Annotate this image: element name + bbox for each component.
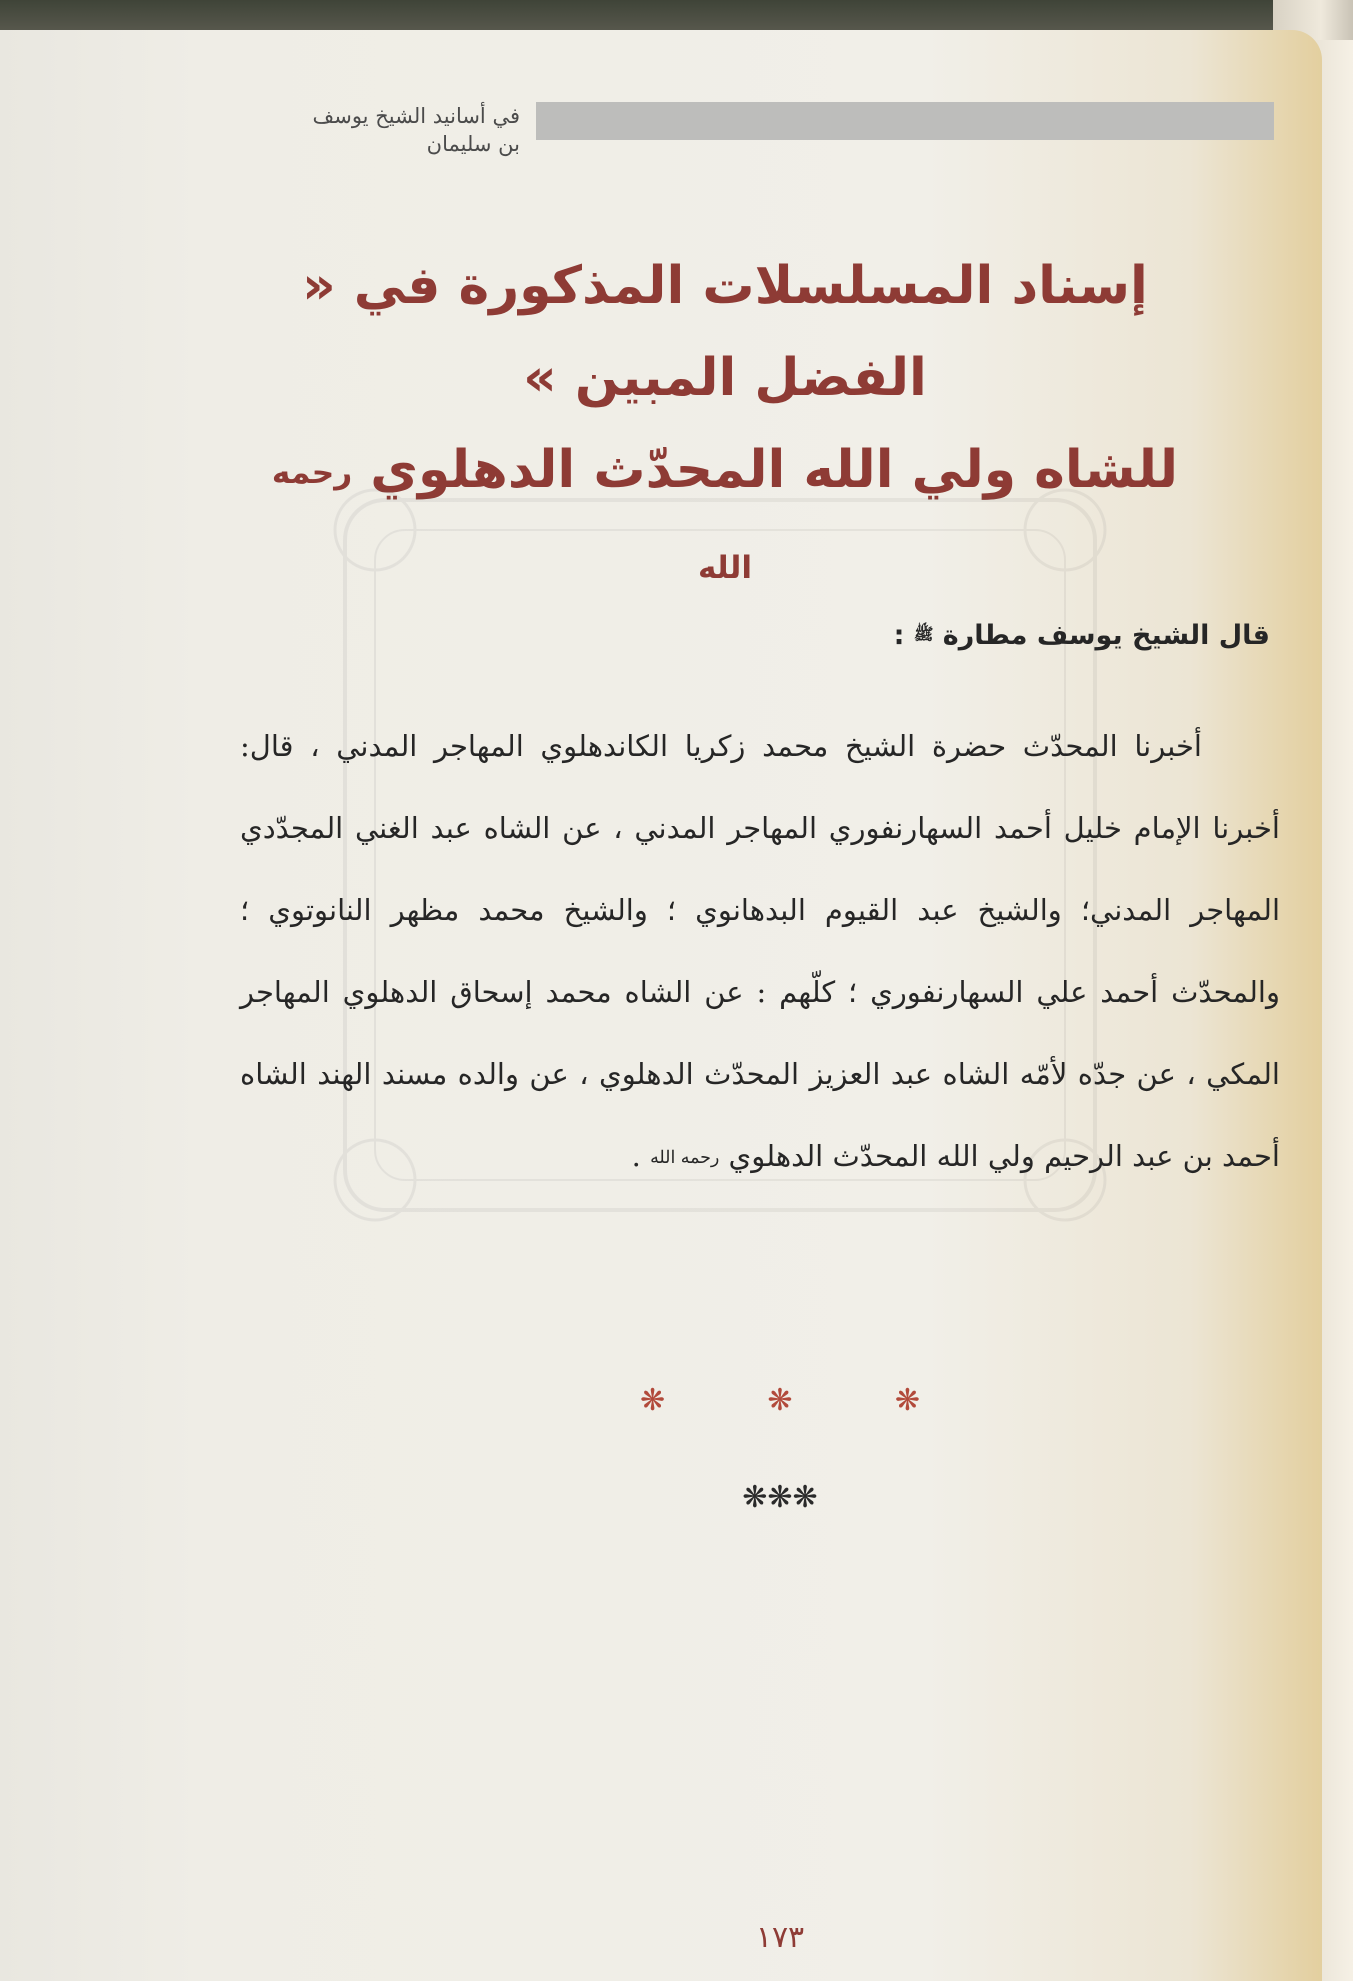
speaker-colon: : [893, 620, 905, 651]
running-header-line1: في أسانيد الشيخ يوسف [312, 104, 520, 128]
chapter-title-line1: إسناد المسلسلات المذكورة في « الفضل المبين » [302, 256, 1148, 408]
separator-triple-star: ❋❋❋ [742, 1480, 818, 1515]
honorific-mark: رحمه الله [271, 455, 753, 586]
isnad-paragraph-text: أخبرنا المحدّث حضرة الشيخ محمد زكريا الكاندهلوي المهاجر المدني ، قال: أخبرنا الإمام خليل أحمد السهارنفوري المهاجر المدني ، عن الشاه عبد الغني المجدّدي المهاجر المدني؛ والشيخ عبد القيوم البدهانوي ؛ والشيخ محمد مظهر النانوتوي ؛ والمحدّث أحمد علي السهارنفوري ؛ كلّهم : عن الشاه محمد إسحاق الدهلوي المهاجر المكي ، عن جدّه لأمّه الشاه عبد العزيز المحدّث الدهلوي ، عن والده مسند الهند الشاه أحمد بن عبد الرحيم ولي الله المحدّث الدهلوي [240, 729, 1280, 1173]
speaker-honorific: ﷺ [913, 624, 934, 644]
running-header [180, 102, 520, 192]
speaker-line [500, 620, 1270, 651]
speaker-text: قال الشيخ يوسف مطارة [942, 620, 1270, 651]
isnad-paragraph [240, 705, 1280, 1199]
book-page [0, 30, 1322, 1981]
star-icon: ❋ [894, 1382, 920, 1418]
paragraph-honorific: رحمه الله [650, 1148, 720, 1168]
page-number: ١٧٣ [755, 1920, 805, 1955]
star-icon: ❋ [640, 1382, 666, 1418]
running-header-line2: بن سليمان [426, 132, 520, 156]
header-bar [536, 102, 1274, 140]
separator-stars-row [640, 1380, 920, 1420]
paragraph-end: . [631, 1139, 641, 1173]
chapter-title-line2-text: للشاه ولي الله المحدّث الدهلوي [370, 440, 1179, 500]
star-icon: ❋ [767, 1382, 793, 1418]
